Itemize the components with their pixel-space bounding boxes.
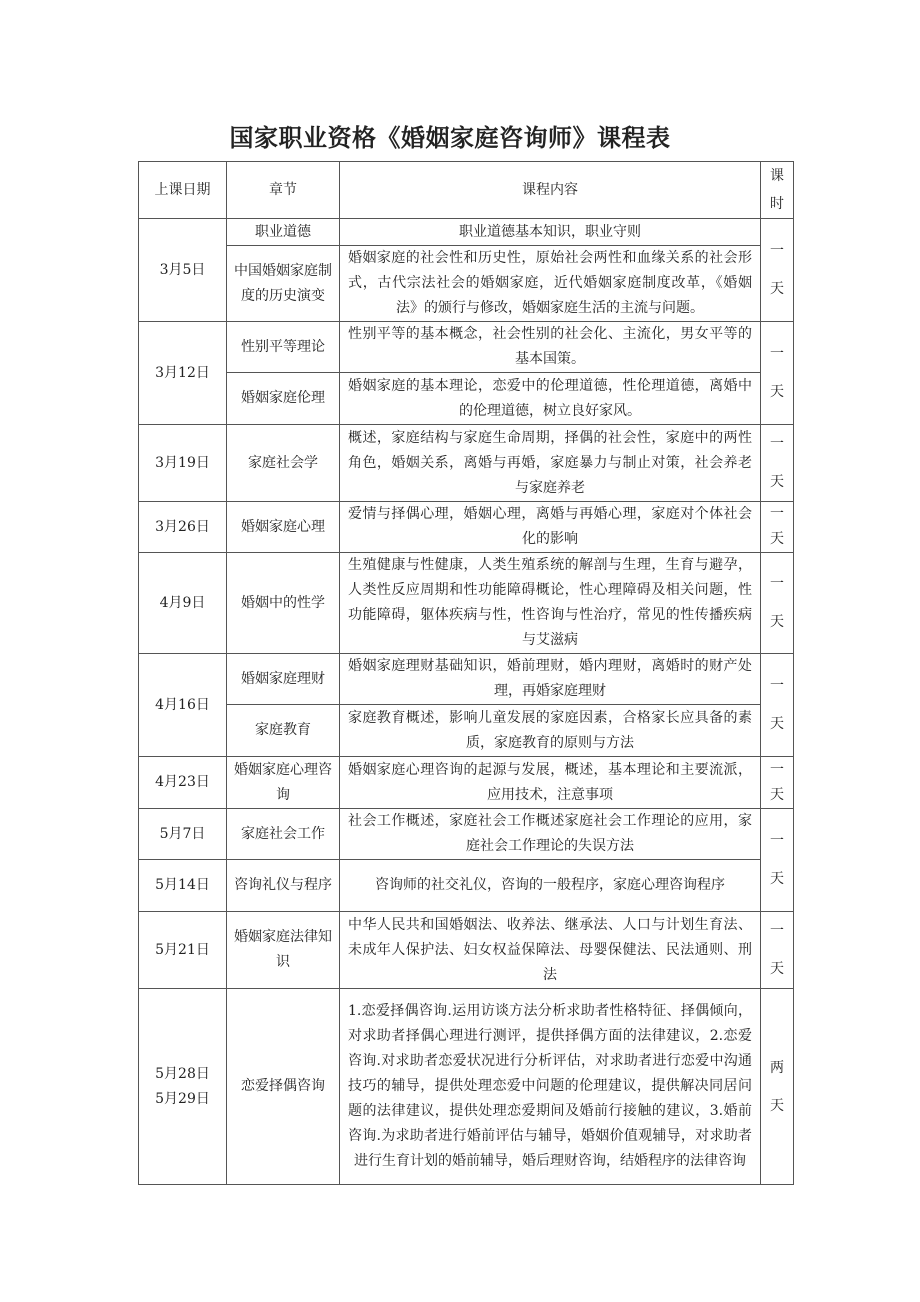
date-start: 5月28日 xyxy=(155,1065,210,1082)
header-date: 上课日期 xyxy=(139,162,227,219)
table-row xyxy=(139,373,794,425)
header-chapter: 章节 xyxy=(227,162,340,219)
chapter-cell: 中国婚姻家庭制度的历史演变 xyxy=(227,246,340,322)
date-cell: 5月21日 xyxy=(139,912,227,989)
content-cell: 婚姻家庭的基本理论，恋爱中的伦理道德，性伦理道德，离婚中的伦理道德，树立良好家风。 xyxy=(340,373,761,425)
chapter-cell: 职业道德 xyxy=(227,219,340,246)
content-cell: 婚姻家庭心理咨询的起源与发展，概述，基本理论和主要流派，应用技术，注意事项 xyxy=(340,757,761,809)
table-row xyxy=(139,219,794,246)
date-cell xyxy=(139,989,227,1185)
chapter-cell: 家庭教育 xyxy=(227,705,340,757)
date-cell: 5月14日 xyxy=(139,860,227,912)
chapter-cell: 家庭社会学 xyxy=(227,425,340,502)
chapter-cell: 婚姻家庭法律知识 xyxy=(227,912,340,989)
date-cell: 4月23日 xyxy=(139,757,227,809)
date-cell: 3月19日 xyxy=(139,425,227,502)
content-cell: 婚姻家庭的社会性和历史性，原始社会两性和血缘关系的社会形式，古代宗法社会的婚姻家庭，近代婚姻家庭制度改革，《婚姻法》的颁行与修改，婚姻家庭生活的主流与问题。 xyxy=(340,246,761,322)
hours-cell: 一天 xyxy=(761,425,794,502)
hours-cell: 一天 xyxy=(761,757,794,809)
content-cell: 爱情与择偶心理，婚姻心理，离婚与再婚心理，家庭对个体社会化的影响 xyxy=(340,502,761,553)
content-cell: 职业道德基本知识，职业守则 xyxy=(340,219,761,246)
chapter-cell: 性别平等理论 xyxy=(227,322,340,373)
content-cell: 生殖健康与性健康，人类生殖系统的解剖与生理，生育与避孕，人类性反应周期和性功能障碍概论，性心理障碍及相关问题，性功能障碍，躯体疾病与性，性咨询与性治疗，常见的性传播疾病与艾滋病 xyxy=(340,553,761,654)
page-title: 国家职业资格《婚姻家庭咨询师》课程表 xyxy=(229,123,671,152)
chapter-cell: 婚姻家庭心理咨询 xyxy=(227,757,340,809)
table-row xyxy=(139,425,794,502)
table-row xyxy=(139,553,794,654)
chapter-cell: 家庭社会工作 xyxy=(227,809,340,860)
content-cell: 婚姻家庭理财基础知识，婚前理财，婚内理财，离婚时的财产处理，再婚家庭理财 xyxy=(340,654,761,705)
table-header-row xyxy=(139,162,794,219)
table-row xyxy=(139,322,794,373)
date-cell: 5月7日 xyxy=(139,809,227,860)
chapter-cell: 婚姻家庭伦理 xyxy=(227,373,340,425)
content-cell: 咨询师的社交礼仪，咨询的一般程序，家庭心理咨询程序 xyxy=(340,860,761,912)
date-cell: 4月9日 xyxy=(139,553,227,654)
table-row xyxy=(139,654,794,705)
hours-cell: 一天 xyxy=(761,912,794,989)
date-cell: 3月5日 xyxy=(139,219,227,322)
chapter-cell: 恋爱择偶咨询 xyxy=(227,989,340,1185)
date-end: 5月29日 xyxy=(155,1090,210,1107)
date-cell: 3月12日 xyxy=(139,322,227,425)
header-hours: 课时 xyxy=(761,162,794,219)
content-cell: 中华人民共和国婚姻法、收养法、继承法、人口与计划生育法、未成年人保护法、妇女权益保障法、母婴保健法、民法通则、刑法 xyxy=(340,912,761,989)
date-cell: 3月26日 xyxy=(139,502,227,553)
hours-cell: 一天 xyxy=(761,654,794,757)
content-cell: 概述，家庭结构与家庭生命周期，择偶的社会性，家庭中的两性角色，婚姻关系，离婚与再婚，家庭暴力与制止对策，社会养老与家庭养老 xyxy=(340,425,761,502)
hours-cell: 两天 xyxy=(761,989,794,1185)
chapter-cell: 婚姻家庭心理 xyxy=(227,502,340,553)
content-cell: 家庭教育概述，影响儿童发展的家庭因素，合格家长应具备的素质，家庭教育的原则与方法 xyxy=(340,705,761,757)
table-row xyxy=(139,757,794,809)
date-cell: 4月16日 xyxy=(139,654,227,757)
hours-cell: 一天 xyxy=(761,809,794,912)
table-row xyxy=(139,809,794,860)
hours-cell: 一天 xyxy=(761,502,794,553)
table-row xyxy=(139,705,794,757)
table-row xyxy=(139,860,794,912)
chapter-cell: 婚姻家庭理财 xyxy=(227,654,340,705)
hours-cell: 一天 xyxy=(761,322,794,425)
header-content: 课程内容 xyxy=(340,162,761,219)
chapter-cell: 婚姻中的性学 xyxy=(227,553,340,654)
course-schedule-table xyxy=(138,161,794,1185)
table-row xyxy=(139,989,794,1185)
hours-cell: 一天 xyxy=(761,219,794,322)
table-row xyxy=(139,912,794,989)
table-row xyxy=(139,246,794,322)
table-row xyxy=(139,502,794,553)
content-cell: 社会工作概述，家庭社会工作概述家庭社会工作理论的应用，家庭社会工作理论的失误方法 xyxy=(340,809,761,860)
hours-cell: 一天 xyxy=(761,553,794,654)
chapter-cell: 咨询礼仪与程序 xyxy=(227,860,340,912)
content-cell: 1.恋爱择偶咨询.运用访谈方法分析求助者性格特征、择偶倾向，对求助者择偶心理进行测评，提供择偶方面的法律建议，2.恋爱咨询.对求助者恋爱状况进行分析评估，对求助者进行恋爱中沟通技巧的辅导，提供处理恋爱中问题的伦理建议，提供解决同居问题的法律建议，提供处理恋爱期间及婚前行接触的建议，3.婚前咨询.为求助者进行婚前评估与辅导，婚姻价值观辅导，对求助者进行生育计划的婚前辅导，婚后理财咨询，结婚程序的法律咨询 xyxy=(340,989,761,1185)
content-cell: 性别平等的基本概念，社会性别的社会化、主流化，男女平等的基本国策。 xyxy=(340,322,761,373)
